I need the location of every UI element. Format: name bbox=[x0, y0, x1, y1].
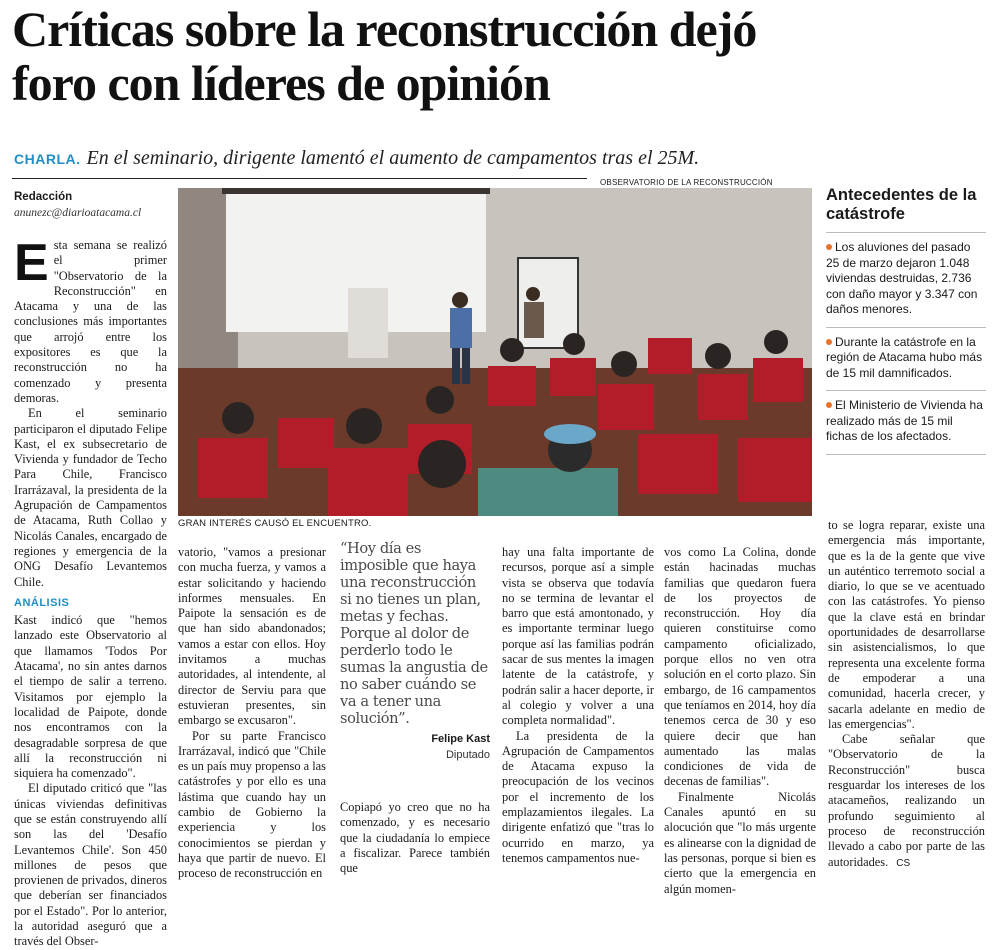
article-paragraph: Por su parte Francisco Irarrázaval, indicó que "Chile es un país muy propenso a las catástrofes y por ello es una lástima que cuando hay un cambio de Gobierno la experiencia y los conocimientos se pierdan y haya que partir de nuevo. El proceso de reconstrucción en bbox=[178, 728, 326, 881]
end-mark: CS bbox=[896, 857, 911, 869]
sidebar-item bbox=[826, 232, 986, 327]
article-column-6 bbox=[828, 518, 985, 871]
article-paragraph: En el seminario participaron el diputado Felipe Kast, el ex subsecretario de Vivienda y fundador de Techo Para Chile, Francisco Irarrázaval, la presidenta de la Agrupación de Campamentos de Atacama, Ruth Collao y Nicolás Canales, encargado de regiones y emergencia de la ONG Desafío Levantemos Chile. bbox=[14, 406, 167, 589]
byline-name: Redacción bbox=[14, 191, 73, 203]
photo-caption: GRAN INTERÉS CAUSÓ EL ENCUENTRO. bbox=[178, 518, 372, 529]
sidebar-item bbox=[826, 327, 986, 391]
drop-cap: E bbox=[14, 234, 49, 292]
article-paragraph: hay una falta importante de recursos, porque así a simple vista se observa que todavía no se termina de levantar el barro que está amontonado, y es importante terminar luego porque así las familias podrán sacar de sus mentes la imagen latente de la catástrofe, y podrán salir a hacer deporte, ir al colegio y volver a una completa normalidad". bbox=[502, 545, 654, 728]
event-photo bbox=[178, 188, 812, 516]
bullet-icon bbox=[826, 402, 832, 408]
article-paragraph: Copiapó yo creo que no ha comenzado, y es necesario que la ciudadanía lo empiece a fiscalizar. Parece también que bbox=[340, 800, 490, 876]
headline-line-2: foro con líderes de opinión bbox=[12, 55, 550, 111]
bullet-icon bbox=[826, 339, 832, 345]
headline bbox=[12, 2, 987, 110]
article-paragraph bbox=[828, 732, 985, 871]
paragraph-text: sta semana se realizó el primer "Observatorio de la Reconstrucción" en Atacama y una de las conclusiones más importantes que arrojó entre los expositores es que la reconstrucción no ha comenzado y presenta demoras. bbox=[14, 238, 167, 405]
article-paragraph: Kast indicó que "hemos lanzado este Observatorio al que llamamos 'Todos Por Atacama', no sin antes darnos el tiempo de salir a terreno. Visitamos por ejemplo la localidad de Paipote, donde nos encontramos con la desagradable sorpresa de que allí la reconstrucción ni siquiera ha comenzado". bbox=[14, 613, 167, 781]
photo-credit: OBSERVATORIO DE LA RECONSTRUCCIÓN bbox=[600, 178, 773, 187]
sidebar-item bbox=[826, 390, 986, 455]
paragraph-text: Cabe señalar que "Observatorio de la Reconstrucción" busca resguardar los intereses de los atacameños, realizando un profundo seguimiento al proceso de reconstrucción llevado a cabo por parte de las autoridades. bbox=[828, 732, 985, 869]
deck bbox=[14, 146, 984, 171]
article-column-2 bbox=[178, 545, 326, 882]
deck-kicker: CHARLA. bbox=[14, 151, 81, 167]
article-column-5 bbox=[664, 545, 816, 897]
article-column-1 bbox=[14, 234, 167, 950]
article-paragraph: to se logra reparar, existe una emergencia más importante, que es la de la gente que vive un auténtico terremoto social a diario, lo que se ve acentuado con las catástrofes. Yo pienso que la clave está en brindar oportunidades de desarrollarse sin asistencialismos, lo que representa una excelente forma de empoderar a una comunidad, hacerla crecer, y sacarla adelante en medio de las emergencias". bbox=[828, 518, 985, 731]
article-paragraph: La presidenta de la Agrupación de Campamentos de Atacama expuso la preocupación de los vecinos por el incremento de los emplazamientos ilegales. La dirigente enfatizó que "tras lo ocurrido en marzo, ya tenemos campamentos nue- bbox=[502, 728, 654, 865]
seminar-audience-illustration bbox=[178, 188, 812, 516]
article-paragraph: vos como La Colina, donde están hacinadas muchas familias que quedaron fuera de los proyectos de reconstrucción. Hoy día quieren constituirse como campamento oficializado, porque ellos no ven otra solución en el corto plazo. Sin embargo, de 16 campamentos que teníamos en 2014, hoy día tenemos cerca de 30 y eso quiere decir que han aumentado las malas condiciones de vida de decenas de familias". bbox=[664, 545, 816, 789]
article-paragraph: vatorio, "vamos a presionar con mucha fuerza, y vamos a estar solicitando y haciendo informes mensuales. En Paipote la sensación es de que han sido abandonados; vamos a estar con ellos. Hoy invitamos a muchas autoridades, al intendente, al director de Serviu para que estuvieran presentes, sin embargo se excusaron". bbox=[178, 545, 326, 728]
sidebar-item-text: Los aluviones del pasado 25 de marzo dejaron 1.048 viviendas destruidas, 2.736 con daño mayor y 3.347 con daños menores. bbox=[826, 240, 978, 316]
pull-quote-author: Felipe Kast bbox=[431, 733, 490, 745]
article-paragraph: Finalmente Nicolás Canales apuntó en su alocución que "lo más urgente es alinearse con la dignidad de las personas, porque si bien es cierto que la emergencia en algún momen- bbox=[664, 789, 816, 896]
deck-text: En el seminario, dirigente lamentó el aumento de campamentos tras el 25M. bbox=[86, 147, 700, 169]
article-column-3 bbox=[340, 800, 490, 876]
sidebar-title: Antecedentes de la catástrofe bbox=[826, 186, 977, 223]
sidebar-box bbox=[826, 186, 986, 455]
bullet-icon bbox=[826, 244, 832, 250]
pull-quote-role: Diputado bbox=[445, 749, 490, 761]
headline-line-1: Críticas sobre la reconstrucción dejó bbox=[12, 1, 757, 57]
article-column-4 bbox=[502, 545, 654, 866]
divider-top bbox=[12, 178, 587, 179]
sidebar-item-text: El Ministerio de Vivienda ha realizado más de 15 mil fichas de los afectados. bbox=[826, 398, 983, 443]
pull-quote: “Hoy día es imposible que haya una reconstrucción si no tienes un plan, metas y fechas. Porque al dolor de perderlo todo le sumas la angustia de no saber cuándo se va a tener una solución”. bbox=[340, 540, 488, 727]
byline-email: anunezc@diarioatacama.cl bbox=[14, 207, 142, 219]
section-subhead: ANÁLISIS bbox=[14, 596, 70, 609]
sidebar-item-text: Durante la catástrofe en la región de Atacama hubo más de 15 mil damnificados. bbox=[826, 334, 983, 380]
article-paragraph: El diputado criticó que "las únicas viviendas definitivas que se están construyendo allí son las del 'Desafío Levantemos Chile'. Son 450 millones de pesos que provienen de privados, dineros que deberían ser financiados por el Estado". Por lo anterior, la autoridad aseguró que a través del Obser- bbox=[14, 781, 167, 949]
article-paragraph bbox=[14, 234, 167, 406]
